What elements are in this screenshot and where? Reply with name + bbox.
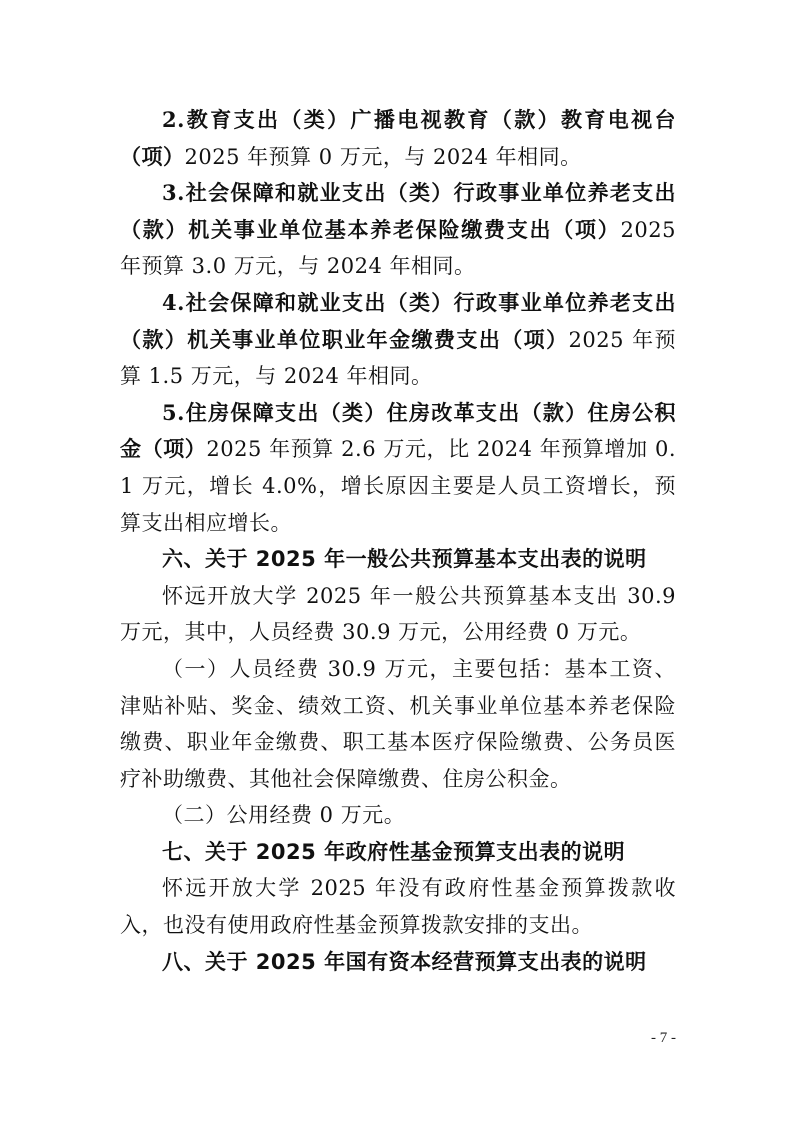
paragraph-item-3 bbox=[120, 175, 676, 285]
item-2-title: 2.教育支出（类）广播电视教育（款）教育电视台（项） bbox=[120, 107, 676, 169]
item-3-title: 3.社会保障和就业支出（类）行政事业单位养老支出（款）机关事业单位基本养老保险缴费支出（项） bbox=[120, 180, 676, 242]
paragraph-basic-expenditure: 怀远开放大学 2025 年一般公共预算基本支出 30.9 万元，其中，人员经费 30.9 万元，公用经费 0 万元。 bbox=[120, 583, 676, 645]
paragraph-government-fund: 怀远开放大学 2025 年没有政府性基金预算拨款收入，也没有使用政府性基金预算拨款安排的支出。 bbox=[120, 876, 676, 938]
item-4-title: 4.社会保障和就业支出（类）行政事业单位养老支出（款）机关事业单位职业年金缴费支出（项） bbox=[120, 289, 676, 352]
item-3-body: 2025 年预算 3.0 万元，与 2024 年相同。 bbox=[120, 217, 676, 279]
paragraph-item-5 bbox=[120, 395, 676, 541]
document-body bbox=[120, 102, 676, 980]
paragraph-item-4 bbox=[120, 285, 676, 395]
section-heading-6: 六、关于 2025 年一般公共预算基本支出表的说明 bbox=[162, 547, 647, 572]
paragraph-personnel-expense: （一）人员经费 30.9 万元，主要包括：基本工资、津贴补贴、奖金、绩效工资、机关事业单位基本养老保险缴费、职业年金缴费、职工基本医疗保险缴费、公务员医疗补助缴费、其他社会保障缴费、住房公积金。 bbox=[120, 656, 676, 791]
section-heading-7: 七、关于 2025 年政府性基金预算支出表的说明 bbox=[162, 839, 626, 864]
item-5-title: 5.住房保障支出（类）住房改革支出（款）住房公积金（项） bbox=[120, 399, 676, 462]
section-heading-8: 八、关于 2025 年国有资本经营预算支出表的说明 bbox=[162, 949, 647, 974]
page-number: - 7 - bbox=[651, 1030, 676, 1046]
item-5-body: 2025 年预算 2.6 万元，比 2024 年预算增加 0.1 万元，增长 4.0%，增长原因主要是人员工资增长，预算支出相应增长。 bbox=[120, 437, 676, 535]
paragraph-public-expense: （二）公用经费 0 万元。 bbox=[162, 803, 406, 828]
item-2-body: 2025 年预算 0 万元，与 2024 年相同。 bbox=[184, 144, 582, 169]
paragraph-item-2 bbox=[120, 102, 676, 175]
item-4-body: 2025 年预算 1.5 万元，与 2024 年相同。 bbox=[120, 327, 677, 389]
